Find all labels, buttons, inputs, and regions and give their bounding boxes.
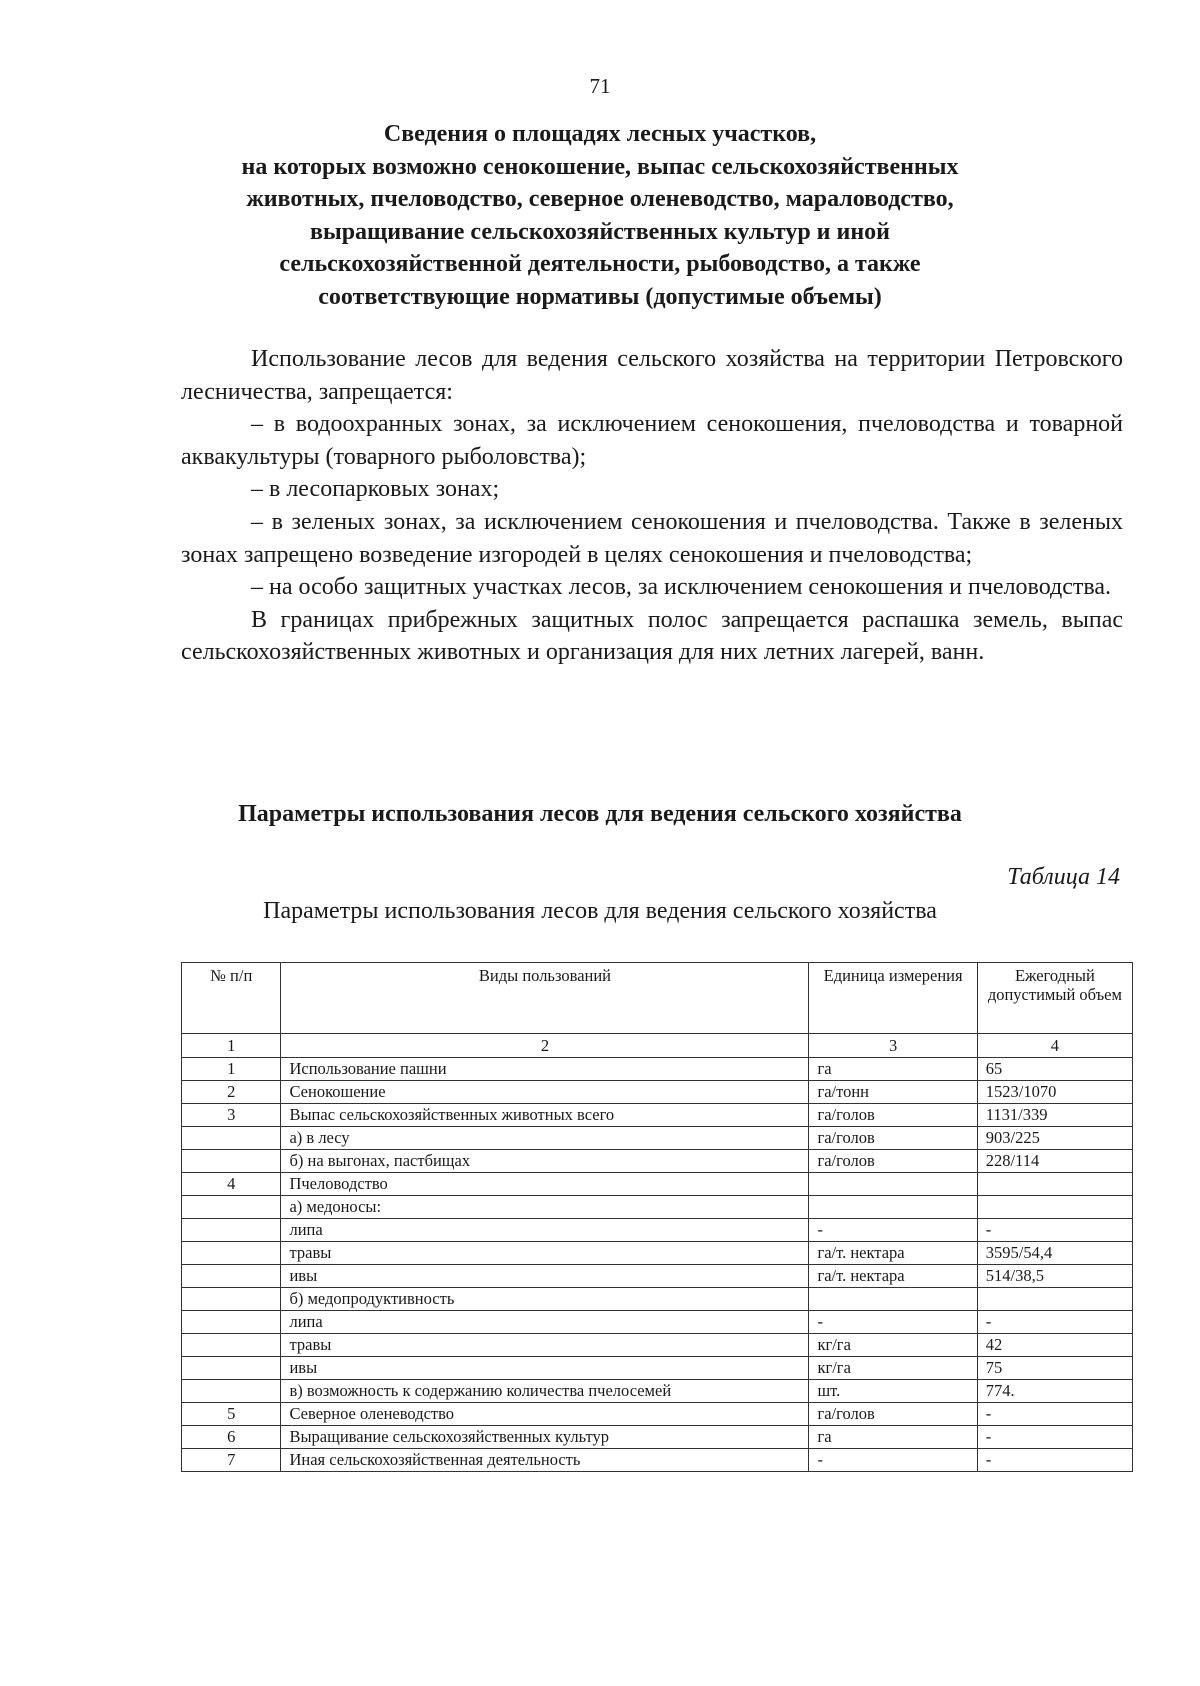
paragraph: В границах прибрежных защитных полос запрещается распашка земель, выпас сельскохозяйственных животных и организация для них летних лагерей, ванн. bbox=[181, 606, 1123, 666]
row-number-cell bbox=[182, 1311, 281, 1334]
row-number-cell bbox=[182, 1265, 281, 1288]
table-row bbox=[182, 1403, 1133, 1426]
table-row bbox=[182, 1058, 1133, 1081]
usage-type-cell: Сенокошение bbox=[281, 1081, 809, 1104]
table-row bbox=[182, 1265, 1133, 1288]
unit-cell: га/голов bbox=[809, 1403, 977, 1426]
table-row bbox=[182, 1426, 1133, 1449]
paragraph: Использование лесов для ведения сельского хозяйства на территории Петровского лесничества, запрещается: bbox=[181, 346, 1123, 405]
row-number-cell bbox=[182, 1357, 281, 1380]
row-number-cell: 6 bbox=[182, 1426, 281, 1449]
table-row bbox=[182, 1173, 1133, 1196]
row-number-cell bbox=[182, 1127, 281, 1150]
unit-cell: га/т. нектара bbox=[809, 1242, 977, 1265]
row-number-cell bbox=[182, 1380, 281, 1403]
paragraph: – в лесопарковых зонах; bbox=[251, 476, 500, 503]
title-line: Сведения о площадях лесных участков, bbox=[383, 121, 817, 147]
volume-cell: 228/114 bbox=[977, 1150, 1132, 1173]
table-row bbox=[182, 1357, 1133, 1380]
volume-cell bbox=[977, 1196, 1132, 1219]
volume-cell: - bbox=[977, 1449, 1132, 1472]
row-number-cell: 4 bbox=[182, 1173, 281, 1196]
paragraph: – в водоохранных зонах, за исключением сенокошения, пчеловодства и товарной аквакультуры (товарного рыболовства); bbox=[181, 411, 1123, 470]
unit-cell: га/тонн bbox=[809, 1081, 977, 1104]
volume-cell bbox=[977, 1173, 1132, 1196]
row-number-cell: 1 bbox=[182, 1058, 281, 1081]
volume-cell: 3595/54,4 bbox=[977, 1242, 1132, 1265]
unit-cell: га/голов bbox=[809, 1127, 977, 1150]
usage-type-cell: травы bbox=[281, 1334, 809, 1357]
unit-cell: - bbox=[809, 1449, 977, 1472]
title-line: на которых возможно сенокошение, выпас сельскохозяйственных bbox=[241, 153, 959, 180]
row-number-cell bbox=[182, 1242, 281, 1265]
title-line: соответствующие нормативы (допустимые объемы) bbox=[318, 283, 882, 310]
table-row bbox=[182, 1449, 1133, 1472]
volume-cell: 1523/1070 bbox=[977, 1081, 1132, 1104]
unit-cell: га/т. нектара bbox=[809, 1265, 977, 1288]
body-text bbox=[181, 343, 1123, 669]
unit-cell bbox=[809, 1196, 977, 1219]
table-body bbox=[182, 1058, 1133, 1472]
row-number-cell bbox=[182, 1288, 281, 1311]
unit-cell: кг/га bbox=[809, 1357, 977, 1380]
document-title bbox=[150, 118, 1050, 314]
row-number-cell bbox=[182, 1219, 281, 1242]
volume-cell: - bbox=[977, 1311, 1132, 1334]
volume-cell: 514/38,5 bbox=[977, 1265, 1132, 1288]
paragraph: – на особо защитных участках лесов, за исключением сенокошения и пчеловодства. bbox=[251, 574, 1112, 601]
header-unit: Единица измерения bbox=[809, 963, 977, 1034]
volume-cell: 1131/339 bbox=[977, 1104, 1132, 1127]
row-number-cell: 3 bbox=[182, 1104, 281, 1127]
unit-cell: шт. bbox=[809, 1380, 977, 1403]
title-line: сельскохозяйственной деятельности, рыбоводство, а также bbox=[279, 251, 921, 278]
table-label: Таблица 14 bbox=[1007, 864, 1120, 890]
parameters-table bbox=[181, 962, 1133, 1472]
title-line: животных, пчеловодство, северное оленеводство, мараловодство, bbox=[246, 186, 954, 213]
usage-type-cell: б) на выгонах, пастбищах bbox=[281, 1150, 809, 1173]
section-heading: Параметры использования лесов для ведения сельского хозяйства bbox=[238, 801, 962, 827]
volume-cell bbox=[977, 1288, 1132, 1311]
usage-type-cell: липа bbox=[281, 1219, 809, 1242]
usage-type-cell: в) возможность к содержанию количества пчелосемей bbox=[281, 1380, 809, 1403]
usage-type-cell: а) медоносы: bbox=[281, 1196, 809, 1219]
table-row bbox=[182, 1311, 1133, 1334]
row-number-cell: 2 bbox=[182, 1081, 281, 1104]
page-number: 71 bbox=[589, 74, 611, 98]
volume-cell: 65 bbox=[977, 1058, 1132, 1081]
title-line: выращивание сельскохозяйственных культур и иной bbox=[310, 218, 890, 245]
table-caption: Параметры использования лесов для ведения сельского хозяйства bbox=[263, 898, 937, 924]
usage-type-cell: Выращивание сельскохозяйственных культур bbox=[281, 1426, 809, 1449]
table-header-row bbox=[182, 963, 1133, 1034]
usage-type-cell: Северное оленеводство bbox=[281, 1403, 809, 1426]
unit-cell bbox=[809, 1288, 977, 1311]
usage-type-cell: ивы bbox=[281, 1265, 809, 1288]
usage-type-cell: Использование пашни bbox=[281, 1058, 809, 1081]
index-cell: 3 bbox=[809, 1034, 977, 1058]
unit-cell: кг/га bbox=[809, 1334, 977, 1357]
table-row bbox=[182, 1104, 1133, 1127]
table-row bbox=[182, 1242, 1133, 1265]
table-row bbox=[182, 1127, 1133, 1150]
row-number-cell: 7 bbox=[182, 1449, 281, 1472]
unit-cell: га/голов bbox=[809, 1150, 977, 1173]
index-cell: 2 bbox=[281, 1034, 809, 1058]
table-row bbox=[182, 1219, 1133, 1242]
usage-type-cell: Пчеловодство bbox=[281, 1173, 809, 1196]
row-number-cell bbox=[182, 1150, 281, 1173]
volume-cell: - bbox=[977, 1403, 1132, 1426]
volume-cell: 774. bbox=[977, 1380, 1132, 1403]
header-number: № п/п bbox=[182, 963, 281, 1034]
index-cell: 1 bbox=[182, 1034, 281, 1058]
header-usage-type: Виды пользований bbox=[281, 963, 809, 1034]
table-row bbox=[182, 1380, 1133, 1403]
usage-type-cell: ивы bbox=[281, 1357, 809, 1380]
usage-type-cell: а) в лесу bbox=[281, 1127, 809, 1150]
unit-cell: га/голов bbox=[809, 1104, 977, 1127]
unit-cell: га bbox=[809, 1058, 977, 1081]
usage-type-cell: б) медопродуктивность bbox=[281, 1288, 809, 1311]
table-row bbox=[182, 1334, 1133, 1357]
usage-type-cell: липа bbox=[281, 1311, 809, 1334]
unit-cell bbox=[809, 1173, 977, 1196]
volume-cell: - bbox=[977, 1219, 1132, 1242]
table-row bbox=[182, 1081, 1133, 1104]
index-cell: 4 bbox=[977, 1034, 1132, 1058]
volume-cell: 903/225 bbox=[977, 1127, 1132, 1150]
usage-type-cell: Иная сельскохозяйственная деятельность bbox=[281, 1449, 809, 1472]
row-number-cell: 5 bbox=[182, 1403, 281, 1426]
unit-cell: - bbox=[809, 1219, 977, 1242]
table-row bbox=[182, 1196, 1133, 1219]
usage-type-cell: травы bbox=[281, 1242, 809, 1265]
paragraph: – в зеленых зонах, за исключением сенокошения и пчеловодства. Также в зеленых зонах запрещено возведение изгородей в целях сенокошения и пчеловодства; bbox=[181, 508, 1123, 568]
row-number-cell bbox=[182, 1196, 281, 1219]
table-row bbox=[182, 1288, 1133, 1311]
table-index-row bbox=[182, 1034, 1133, 1058]
row-number-cell bbox=[182, 1334, 281, 1357]
volume-cell: 75 bbox=[977, 1357, 1132, 1380]
header-volume: Ежегодный допустимый объем bbox=[977, 963, 1132, 1034]
unit-cell: - bbox=[809, 1311, 977, 1334]
unit-cell: га bbox=[809, 1426, 977, 1449]
table-row bbox=[182, 1150, 1133, 1173]
volume-cell: 42 bbox=[977, 1334, 1132, 1357]
volume-cell: - bbox=[977, 1426, 1132, 1449]
usage-type-cell: Выпас сельскохозяйственных животных всего bbox=[281, 1104, 809, 1127]
